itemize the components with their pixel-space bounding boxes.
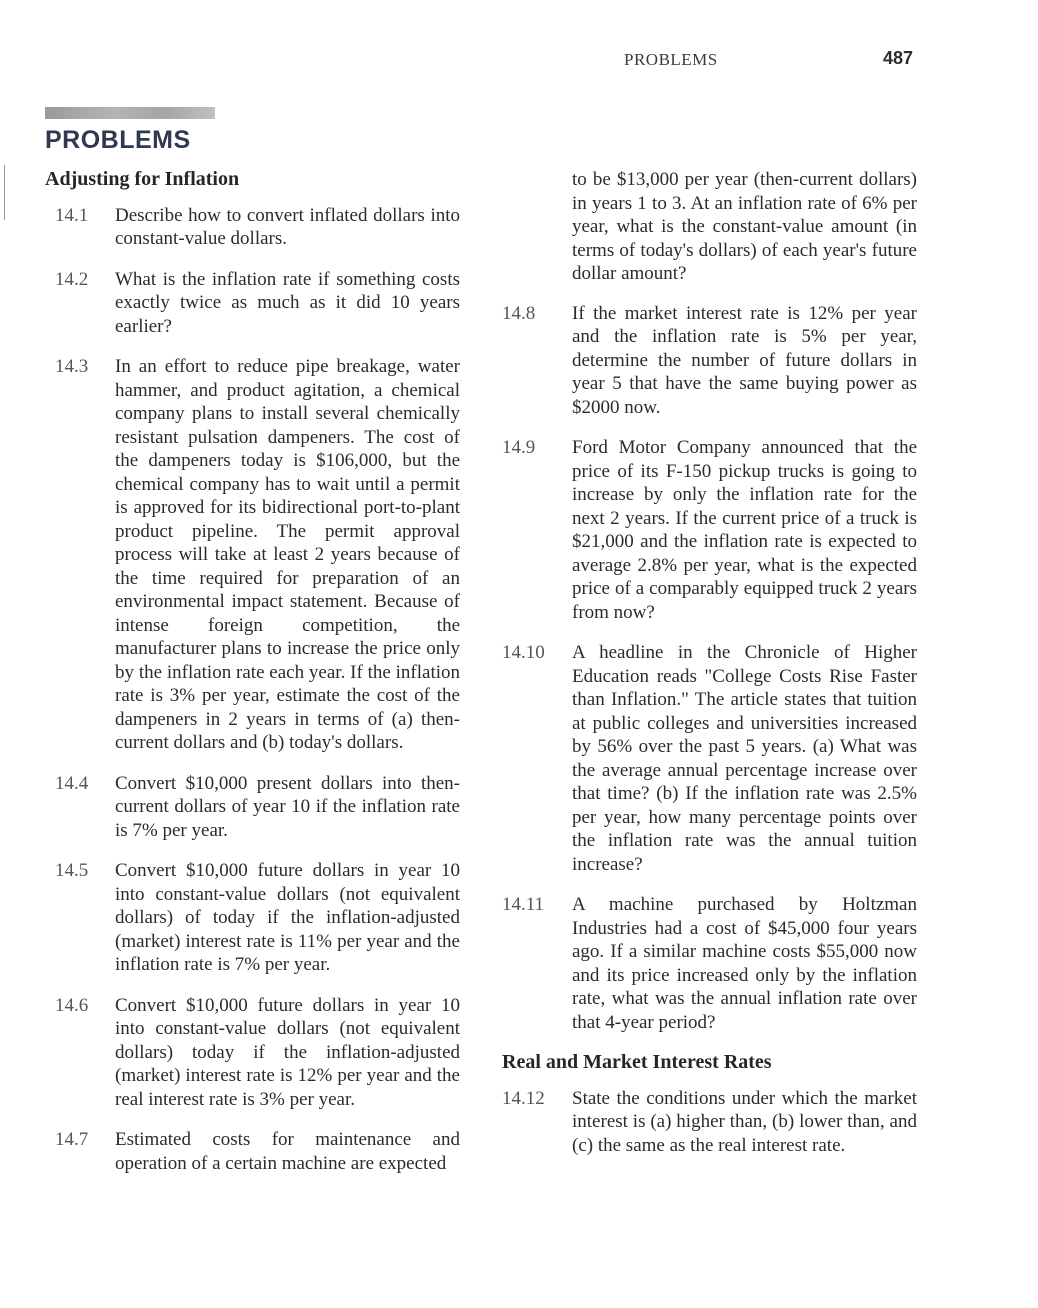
- problem-14-4: [45, 772, 460, 843]
- running-head: PROBLEMS: [624, 50, 718, 69]
- section-decor-bar: [45, 107, 215, 119]
- problem-number: 14.6: [55, 994, 89, 1016]
- problem-number: 14.10: [502, 642, 545, 663]
- problem-14-7: [45, 1128, 460, 1175]
- problem-number: 14.7: [55, 1129, 89, 1150]
- section-title: PROBLEMS: [45, 126, 191, 154]
- problem-14-10: [502, 641, 917, 876]
- problem-14-1: [45, 204, 460, 251]
- problem-number: 14.9: [502, 437, 536, 458]
- problem-text: Describe how to convert inflated dollars into constant-value dollars.: [115, 204, 460, 249]
- problem-text: State the conditions under which the market interest is (a) higher than, (b) lower than, and (c) the same as the real interest rate.: [572, 1087, 917, 1156]
- right-column: [502, 168, 917, 1174]
- page-number: 487: [883, 48, 914, 68]
- problem-14-2: [45, 268, 460, 339]
- problem-text: A headline in the Chronicle of Higher Education reads "College Costs Rise Faster than Inflation." The article states that tuition at public colleges and universities increased by 56% over the past 5 years. (a) What was the average annual percentage increase over that time? (b) If the inflation rate was 2.5% per year, how many percentage points over the inflation rate was the annual tuition increase?: [572, 642, 917, 875]
- problem-number: 14.11: [502, 894, 545, 915]
- subhead-real-and-market-interest-rates: Real and Market Interest Rates: [502, 1051, 772, 1073]
- margin-rule: [4, 165, 5, 220]
- problem-text: Estimated costs for maintenance and operation of a certain machine are expected: [115, 1129, 460, 1174]
- left-column: [45, 168, 460, 1192]
- problem-number: 14.1: [55, 204, 89, 226]
- problem-text: What is the inflation rate if something costs exactly twice as much as it did 10 years earlier?: [115, 268, 460, 337]
- problem-14-8: [502, 302, 917, 420]
- problem-14-9: [502, 436, 917, 624]
- problem-number: 14.3: [55, 356, 89, 377]
- problem-text: Convert $10,000 present dollars into then-current dollars of year 10 if the inflation rate is 7% per year.: [115, 772, 460, 841]
- problem-text: Convert $10,000 future dollars in year 10 into constant-value dollars (not equivalent dollars) of today if the inflation-adjusted (market) interest rate is 11% per year and the inflation rate is 7% per year.: [115, 860, 460, 975]
- problem-text: If the market interest rate is 12% per year and the inflation rate is 5% per year, determine the number of future dollars in year 5 that have the same buying power as $2000 now.: [572, 302, 917, 418]
- subhead-adjusting-for-inflation: Adjusting for Inflation: [45, 168, 240, 190]
- problem-14-3: [45, 355, 460, 755]
- problem-14-6: [45, 994, 460, 1112]
- problem-14-11: [502, 893, 917, 1034]
- problem-number: 14.8: [502, 302, 536, 324]
- problem-text: In an effort to reduce pipe breakage, water hammer, and product agitation, a chemical company plans to install several chemically resistant pulsation dampeners. The cost of the dampeners today is $106,000, but the chemical company has to wait until a permit is approved for its bidirectional port-to-plant product pipeline. The permit approval process will take at least 2 years because of the time required for preparation of an environmental impact statement. Because of intense foreign competition, the manufacturer plans to increase the price only by the inflation rate each year. If the inflation rate is 3% per year, estimate the cost of the dampeners in 2 years in terms of (a) then-current dollars and (b) today's dollars.: [115, 356, 460, 753]
- problem-text: A machine purchased by Holtzman Industries had a cost of $45,000 four years ago. If a similar machine costs $55,000 now and its price increased only by the inflation rate, what was the annual inflation rate over that 4-year period?: [572, 894, 917, 1033]
- problem-text: Convert $10,000 future dollars in year 10 into constant-value dollars (not equivalent dollars) today if the inflation-adjusted (market) interest rate is 12% per year and the real interest rate is 3% per year.: [115, 994, 460, 1110]
- problem-14-12: [502, 1087, 917, 1158]
- problem-14-5: [45, 859, 460, 977]
- problem-number: 14.2: [55, 268, 89, 290]
- problem-number: 14.12: [502, 1087, 545, 1109]
- problem-number: 14.5: [55, 860, 89, 881]
- problem-14-7-continuation: to be $13,000 per year (then-current dollars) in years 1 to 3. At an inflation rate of 6% per year, what is the constant-value amount (in terms of today's dollars) of each year's future dollar amount?: [572, 169, 917, 284]
- problem-number: 14.4: [55, 772, 89, 794]
- problem-text: Ford Motor Company announced that the price of its F-150 pickup trucks is going to increase by only the inflation rate for the next 2 years. If the current price of a truck is $21,000 and the inflation rate is expected to average 2.8% per year, what is the expected price of a comparably equipped truck 2 years from now?: [572, 437, 917, 623]
